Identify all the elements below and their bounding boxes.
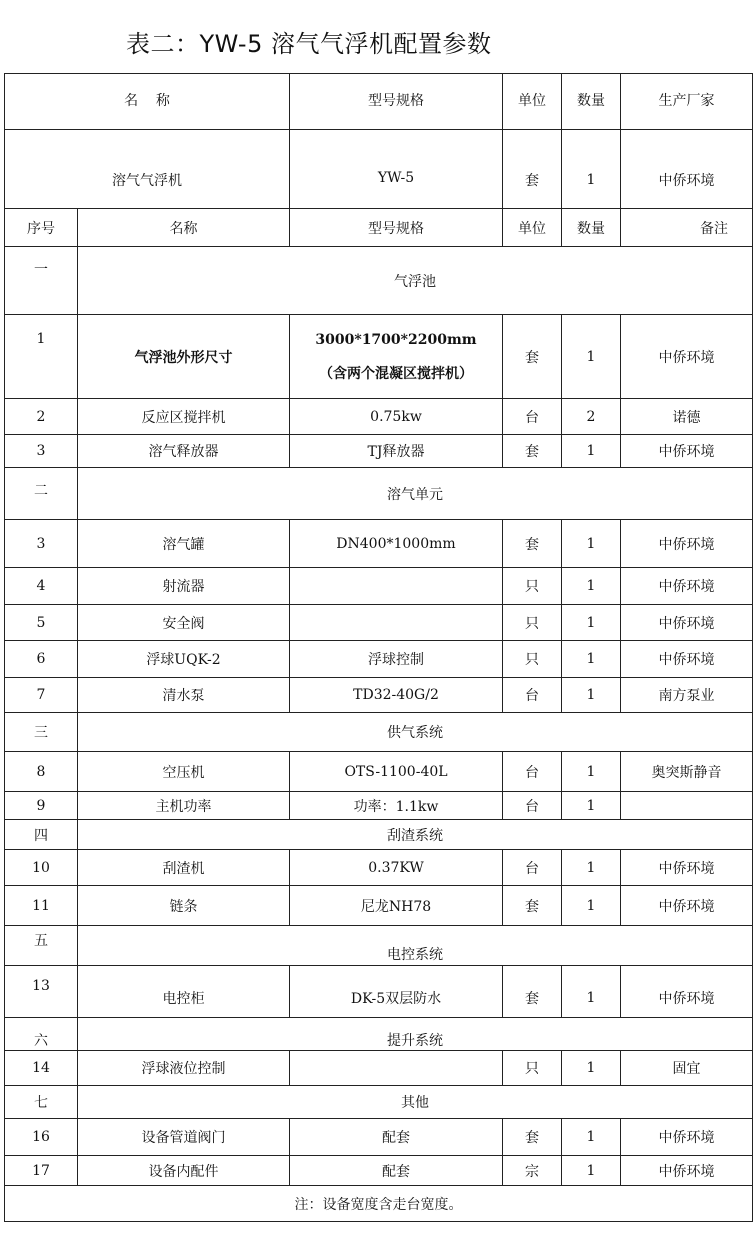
- table-row: [5, 1051, 753, 1086]
- row-unit: 套: [503, 886, 562, 926]
- header-qty: 数量: [562, 74, 621, 130]
- row-name: 空压机: [78, 752, 290, 792]
- row-qty: 1: [562, 850, 621, 886]
- header-model: 型号规格: [290, 74, 503, 130]
- row-number: 13: [5, 966, 78, 1018]
- row-remark: 中侨环境: [621, 435, 753, 468]
- row-model: [290, 315, 503, 399]
- section-row: [5, 1018, 753, 1051]
- footnote: 注：设备宽度含走台宽度。: [5, 1186, 753, 1222]
- row-remark: 奥突斯静音: [621, 752, 753, 792]
- row-name: 射流器: [78, 568, 290, 605]
- row-remark: 中侨环境: [621, 315, 753, 399]
- table-row: [5, 435, 753, 468]
- section-number: 五: [5, 926, 78, 966]
- header-unit: 单位: [503, 74, 562, 130]
- row-number: 16: [5, 1119, 78, 1156]
- row-remark: 中侨环境: [621, 886, 753, 926]
- row-remark: 中侨环境: [621, 568, 753, 605]
- row-unit: 套: [503, 966, 562, 1018]
- row-number: 3: [5, 435, 78, 468]
- row-qty: 2: [562, 399, 621, 435]
- row-number: 4: [5, 568, 78, 605]
- row-name: 浮球液位控制: [78, 1051, 290, 1086]
- row-unit: 套: [503, 315, 562, 399]
- row-name: 链条: [78, 886, 290, 926]
- row-number: 14: [5, 1051, 78, 1086]
- table-row: [5, 678, 753, 713]
- row-remark: 南方泵业: [621, 678, 753, 713]
- section-title: 溶气单元: [78, 468, 753, 520]
- section-number: 三: [5, 713, 78, 752]
- row-name: 反应区搅拌机: [78, 399, 290, 435]
- subheader-row: [5, 209, 753, 247]
- table-row: [5, 1119, 753, 1156]
- row-number: 8: [5, 752, 78, 792]
- section-title: 气浮池: [78, 247, 753, 315]
- row-number: 5: [5, 605, 78, 641]
- row-qty: 1: [562, 1156, 621, 1186]
- row-unit: 套: [503, 1119, 562, 1156]
- row-model: 尼龙NH78: [290, 886, 503, 926]
- row-model: 0.37KW: [290, 850, 503, 886]
- row-name: 安全阀: [78, 605, 290, 641]
- table-row: [5, 605, 753, 641]
- row-qty: 1: [562, 1119, 621, 1156]
- row-model: 0.75kw: [290, 399, 503, 435]
- table-row: [5, 966, 753, 1018]
- subheader-name: 名称: [78, 209, 290, 247]
- subheader-qty: 数量: [562, 209, 621, 247]
- section-row: [5, 468, 753, 520]
- row-unit: 台: [503, 399, 562, 435]
- row-model-line1: 3000*1700*2200mm: [315, 331, 477, 348]
- row-model: DK-5双层防水: [290, 966, 503, 1018]
- row-number: 7: [5, 678, 78, 713]
- row-name: 清水泵: [78, 678, 290, 713]
- row-name: 刮渣机: [78, 850, 290, 886]
- row-model: DN400*1000mm: [290, 520, 503, 568]
- row-unit: 只: [503, 1051, 562, 1086]
- header-row: [5, 74, 753, 130]
- machine-name: 溶气气浮机: [5, 130, 290, 209]
- table-row: [5, 315, 753, 399]
- machine-maker: 中侨环境: [621, 130, 753, 209]
- row-remark: 中侨环境: [621, 850, 753, 886]
- table-row: [5, 399, 753, 435]
- row-model: TJ释放器: [290, 435, 503, 468]
- row-qty: 1: [562, 752, 621, 792]
- row-remark: [621, 792, 753, 820]
- row-unit: 套: [503, 520, 562, 568]
- table-row: [5, 641, 753, 678]
- row-name: 设备管道阀门: [78, 1119, 290, 1156]
- section-title: 电控系统: [78, 926, 753, 966]
- row-qty: 1: [562, 315, 621, 399]
- section-row: [5, 926, 753, 966]
- section-title: 提升系统: [78, 1018, 753, 1051]
- header-maker: 生产厂家: [621, 74, 753, 130]
- row-remark: 中侨环境: [621, 1156, 753, 1186]
- section-row: [5, 247, 753, 315]
- table-row: [5, 752, 753, 792]
- row-unit: 只: [503, 568, 562, 605]
- row-unit: 宗: [503, 1156, 562, 1186]
- row-model: 功率：1.1kw: [290, 792, 503, 820]
- row-number: 6: [5, 641, 78, 678]
- row-number: 10: [5, 850, 78, 886]
- table-row: [5, 520, 753, 568]
- row-qty: 1: [562, 678, 621, 713]
- row-unit: 只: [503, 605, 562, 641]
- subheader-no: 序号: [5, 209, 78, 247]
- row-model: 浮球控制: [290, 641, 503, 678]
- row-name: 溶气罐: [78, 520, 290, 568]
- row-qty: 1: [562, 568, 621, 605]
- section-row: [5, 1086, 753, 1119]
- row-name: 主机功率: [78, 792, 290, 820]
- header-name: 名 称: [5, 74, 290, 130]
- section-number: 七: [5, 1086, 78, 1119]
- row-qty: 1: [562, 886, 621, 926]
- row-name: 设备内配件: [78, 1156, 290, 1186]
- row-qty: 1: [562, 641, 621, 678]
- row-remark: 中侨环境: [621, 641, 753, 678]
- row-model: OTS-1100-40L: [290, 752, 503, 792]
- row-unit: 台: [503, 850, 562, 886]
- row-model-line2: （含两个混凝区搅拌机）: [319, 365, 473, 382]
- config-table: [4, 73, 753, 1222]
- row-unit: 台: [503, 752, 562, 792]
- machine-model: YW-5: [290, 130, 503, 209]
- footnote-row: [5, 1186, 753, 1222]
- machine-unit: 套: [503, 130, 562, 209]
- table-row: [5, 792, 753, 820]
- row-qty: 1: [562, 520, 621, 568]
- row-model: TD32-40G/2: [290, 678, 503, 713]
- section-number: 一: [5, 247, 78, 315]
- row-model: 配套: [290, 1119, 503, 1156]
- table-row: [5, 886, 753, 926]
- row-remark: 中侨环境: [621, 966, 753, 1018]
- row-number: 3: [5, 520, 78, 568]
- row-number: 17: [5, 1156, 78, 1186]
- section-title: 刮渣系统: [78, 820, 753, 850]
- row-unit: 只: [503, 641, 562, 678]
- table-row: [5, 568, 753, 605]
- section-title: 供气系统: [78, 713, 753, 752]
- machine-row: [5, 130, 753, 209]
- table-row: [5, 1156, 753, 1186]
- row-remark: 固宜: [621, 1051, 753, 1086]
- machine-qty: 1: [562, 130, 621, 209]
- row-remark: 诺德: [621, 399, 753, 435]
- subheader-unit: 单位: [503, 209, 562, 247]
- row-model: 配套: [290, 1156, 503, 1186]
- row-name: 气浮池外形尺寸: [78, 315, 290, 399]
- row-qty: 1: [562, 966, 621, 1018]
- table-row: [5, 850, 753, 886]
- subheader-remark: 备注: [621, 209, 753, 247]
- row-model: [290, 1051, 503, 1086]
- section-number: 六: [5, 1018, 78, 1051]
- row-unit: 套: [503, 435, 562, 468]
- row-model: [290, 568, 503, 605]
- row-qty: 1: [562, 792, 621, 820]
- row-unit: 台: [503, 792, 562, 820]
- row-name: 浮球UQK-2: [78, 641, 290, 678]
- row-number: 1: [5, 315, 78, 399]
- section-row: [5, 713, 753, 752]
- row-qty: 1: [562, 1051, 621, 1086]
- row-unit: 台: [503, 678, 562, 713]
- row-remark: 中侨环境: [621, 520, 753, 568]
- row-number: 2: [5, 399, 78, 435]
- row-remark: 中侨环境: [621, 1119, 753, 1156]
- row-qty: 1: [562, 605, 621, 641]
- subheader-model: 型号规格: [290, 209, 503, 247]
- row-name: 电控柜: [78, 966, 290, 1018]
- row-remark: 中侨环境: [621, 605, 753, 641]
- section-title: 其他: [78, 1086, 753, 1119]
- row-number: 11: [5, 886, 78, 926]
- row-number: 9: [5, 792, 78, 820]
- row-model: [290, 605, 503, 641]
- section-number: 四: [5, 820, 78, 850]
- page-title: 表二：YW-5 溶气气浮机配置参数: [126, 30, 492, 58]
- section-row: [5, 820, 753, 850]
- row-name: 溶气释放器: [78, 435, 290, 468]
- section-number: 二: [5, 468, 78, 520]
- row-qty: 1: [562, 435, 621, 468]
